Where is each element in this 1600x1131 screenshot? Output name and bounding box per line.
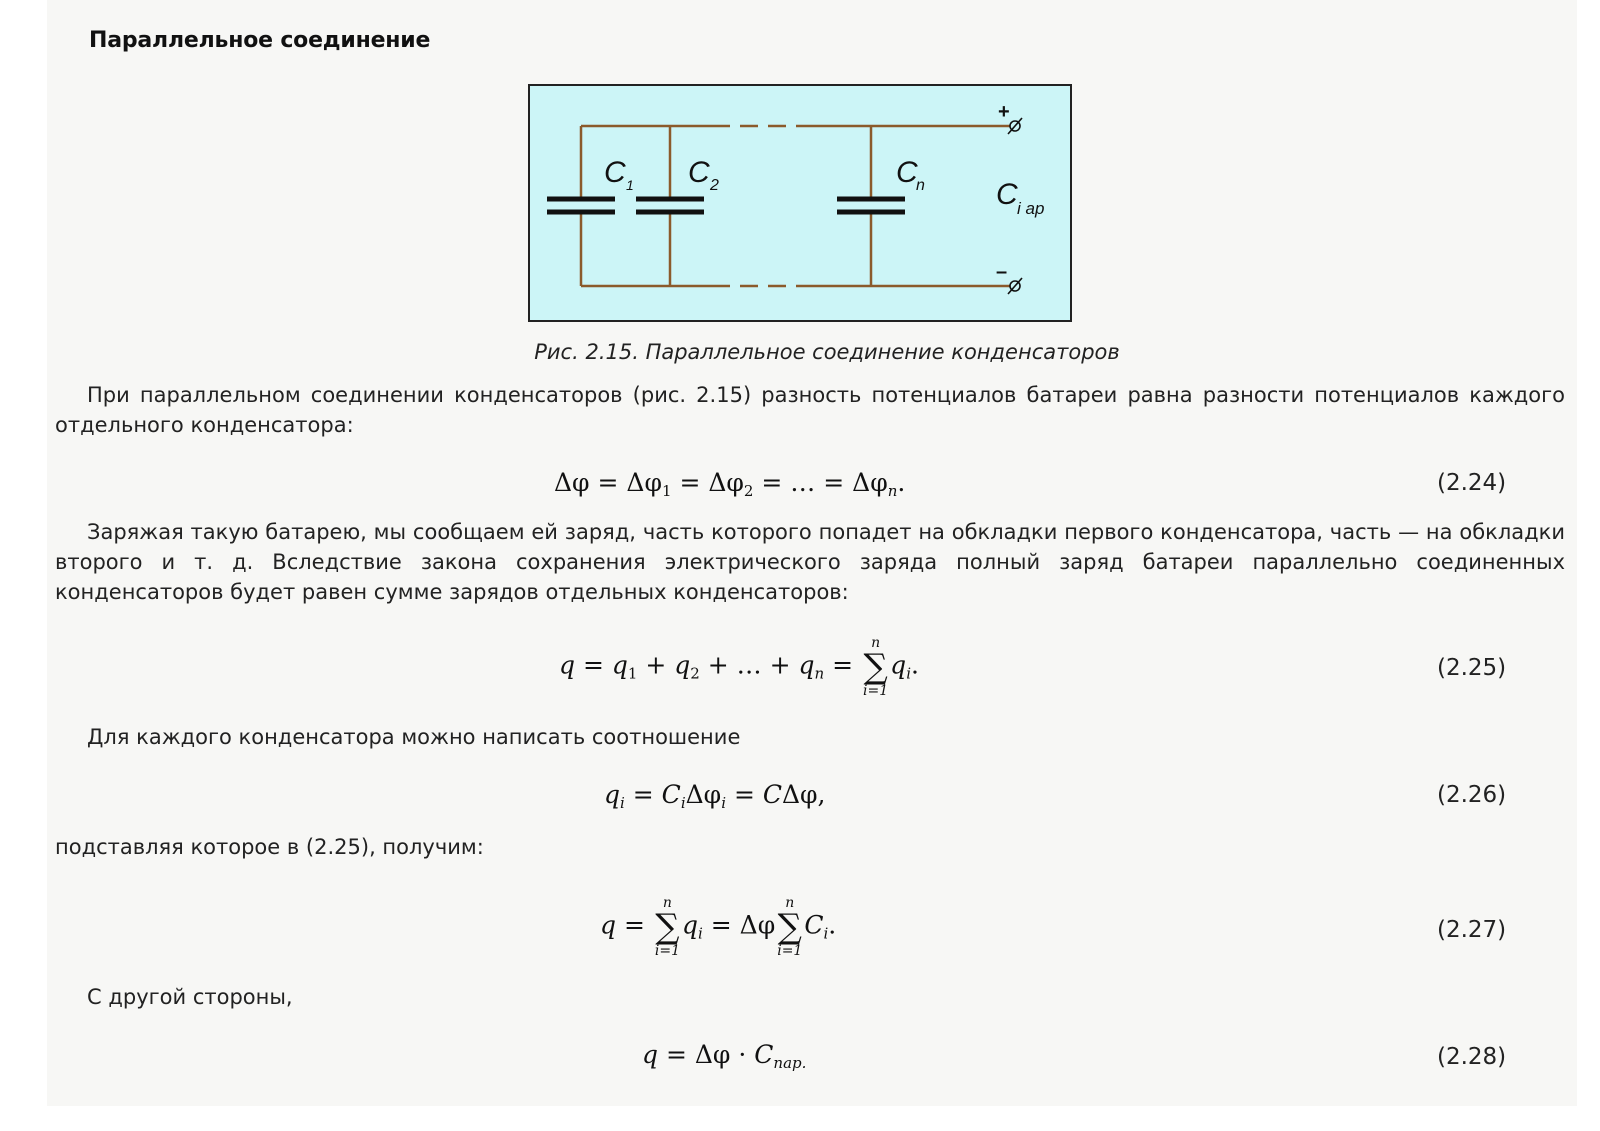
equation-2-26: $q_i = C_i\Delta\varphi_i = C\Delta\varphi$, [604,780,826,812]
equation-2-27: q = n ∑ i=1 $q_i = \Delta\varphi$ n ∑ i=1 $C_i$. [600,895,837,959]
paragraph-2: Заряжая такую батарею, мы сообщаем ей заряд, часть которого попадет на обкладки первого конденсатора, часть — на обкладки второго и т. д. Вследствие закона сохранения электрического заряда полный заряд батареи параллельно соединенных конденсаторов будет равен сумме зарядов отдельных конденсаторов: [55,520,1565,604]
equation-2-25: $q = q_1 + q_2$ + … + $q_n$ = n ∑ i=1 $q_i$. [559,635,919,699]
cpar-label: C [996,178,1018,211]
parallel-capacitors-diagram [528,84,1072,322]
equation-2-24: $\Delta\varphi = \Delta\varphi_1 = \Delta\varphi_2$ = … = $\Delta\varphi_n$. [554,468,906,500]
plus-terminal-label: + [998,101,1010,123]
equation-number-2-25: (2.25) [1437,655,1507,681]
equation-number-2-28: (2.28) [1437,1044,1507,1070]
paragraph-5: С другой стороны, [87,985,293,1009]
figure-caption: Рис. 2.15. Параллельное соединение конденсаторов [534,340,1120,364]
equation-number-2-27: (2.27) [1437,917,1507,943]
cpar-subscript: i ap [1017,199,1045,218]
equation-number-2-26: (2.26) [1437,782,1507,808]
capacitor-plates [547,199,905,212]
minus-terminal-label: – [996,261,1008,283]
circuit-svg [530,86,1070,320]
document-page [47,0,1577,1106]
equation-number-2-24: (2.24) [1437,470,1507,496]
paragraph-3: Для каждого конденсатора можно написать соотношение [87,725,741,749]
c1-label: C [604,156,626,189]
c1-subscript: 1 [626,177,634,193]
cn-label: C [896,156,918,189]
wires [581,126,1010,286]
cn-subscript: n [916,177,925,194]
c2-label: C [688,156,710,189]
section-heading: Параллельное соединение [89,28,431,53]
paragraph-1: При параллельном соединении конденсаторов (рис. 2.15) разность потенциалов батареи равна разности потенциалов каждого отдельного конденсатора: [55,383,1565,437]
paragraph-4: подставляя которое в (2.25), получим: [55,835,484,859]
c2-subscript: 2 [710,177,719,194]
equation-2-28: $q = \Delta\varphi \cdot C_{пар.}$ [642,1040,807,1072]
